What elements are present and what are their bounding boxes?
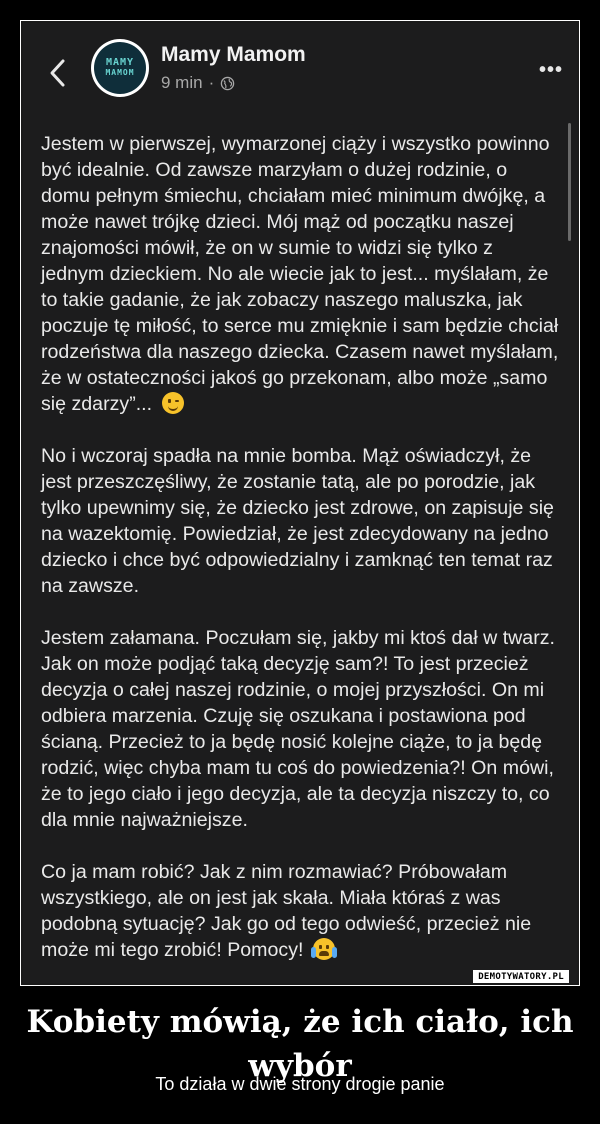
post-paragraph-3: Jestem załamana. Poczułam się, jakby mi ktoś dał w twarz. Jak on może podjąć taką decyzję sam?! To jest przecież decyzja o całej naszej rodzinie, o mojej przyszłości. On mi odbiera marzenia. Czuję się oszukana i postawiona pod ścianą. Przecież to ja będę nosić kolejne ciąże, to ja będę rodzić, więc chyba mam tu coś do powiedzenia?! On mówi, że to jego ciało i jego decyzja, ale ta decyzja niszczy to, co dla mnie najważniejsze.: [41, 627, 555, 831]
post-time: 9 min: [161, 73, 203, 92]
watermark: DEMOTYWATORY.PL: [473, 970, 569, 983]
demotivator-frame: [20, 20, 580, 986]
post-meta: [161, 73, 235, 93]
post-screenshot: [23, 23, 577, 983]
winking-face-icon: [162, 392, 184, 414]
avatar-logo-line2: MAMOM: [105, 68, 135, 77]
post-paragraph-1-text: Jestem w pierwszej, wymarzonej ciąży i wszystko powinno być idealnie. Od zawsze marzyłam o dużej rodzinie, o domu pełnym śmiechu, chciałam mieć minimum dwójkę, a może nawet trójkę dzieci. Mój mąż od początku naszej znajomości mówił, że on w sumie to widzi się tylko z jednym dzieckiem. No ale wiecie jak to jest... myślałam, że to takie gadanie, że jak zobaczy naszego maluszka, jak poczuje tę miłość, to serce mu zmięknie i sam będzie chciał rodzeństwa dla naszego dziecka. Czasem nawet myślałam, że w ostateczności jakoś go przekonam, albo może „samo się zdarzy”...: [41, 133, 559, 415]
globe-icon: [220, 76, 235, 91]
post-content: [41, 131, 561, 986]
caption-subtitle: To działa w dwie strony drogie panie: [155, 1074, 445, 1094]
back-arrow-icon[interactable]: [47, 57, 69, 89]
loudly-crying-face-icon: [313, 938, 335, 960]
meta-separator: ·: [208, 73, 215, 92]
scrollbar[interactable]: [568, 123, 571, 241]
post-paragraph-4-text: Co ja mam robić? Jak z nim rozmawiać? Próbowałam wszystkiego, ale on jest jak skała. Miała któraś z was podobną sytuację? Jak go od tego odwieść, przecież nie może mi tego zrobić! Pomocy!: [41, 861, 532, 961]
avatar-logo: [94, 42, 146, 94]
post-paragraph-2: No i wczoraj spadła na mnie bomba. Mąż oświadczył, że jest przeszczęśliwy, że zostanie tatą, ale po porodzie, jak tylko upewnimy się, że dziecko jest zdrowe, on zapisuje się na wazektomię. Powiedział, że jest zdecydowany na jedno dziecko i chce być odpowiedzialny i zamknąć ten temat raz na zawsze.: [41, 445, 554, 597]
caption-title: Kobiety mówią, że ich ciało, ich wybór: [26, 1004, 574, 1084]
page-name[interactable]: Mamy Mamom: [161, 43, 306, 66]
post-paragraph-4: [41, 859, 561, 963]
post-header: [23, 23, 577, 123]
avatar-logo-line1: MAMY: [105, 57, 135, 68]
post-paragraph-1: [41, 131, 561, 417]
more-options-icon[interactable]: •••: [538, 59, 563, 81]
avatar[interactable]: [91, 39, 149, 97]
